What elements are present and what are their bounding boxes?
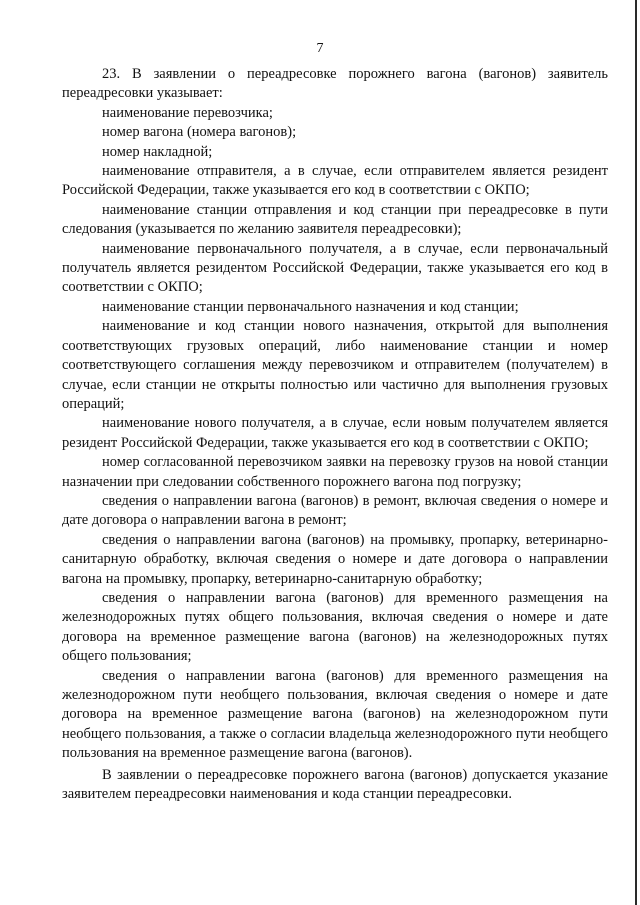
paragraph-new-recipient: наименование нового получателя, а в случае, если новым получателем является резидент Российской Федерации, также указывается его код в соответствии с ОКПО;: [62, 415, 608, 451]
scan-edge-line: [635, 0, 637, 905]
paragraph-private-track-placement: сведения о направлении вагона (вагонов) для временного размещения на железнодорожном пути необщего пользования, включая сведения о номере и дате договора на временное размещение вагона (вагонов) на железнодорожном пути необщего пользования, а также о согласии владельца железнодорожного пути необщего пользования на временное размещение вагона (вагонов).: [62, 667, 608, 762]
paragraph-sender-name: наименование отправителя, а в случае, если отправителем является резидент Российской Федерации, также указывается его код в соответствии с ОКПО;: [62, 163, 608, 199]
paragraph-original-recipient: наименование первоначального получателя, а в случае, если первоначальный получатель является резидентом Российской Федерации, также указывается его код в соответствии с ОКПО;: [62, 240, 608, 296]
paragraph-departure-station: наименование станции отправления и код станции при переадресовке в пути следования (указывается по желанию заявителя переадресовки);: [62, 201, 608, 238]
paragraph-station-allowance: В заявлении о переадресовке порожнего вагона (вагонов) допускается указание заявителем переадресовки наименования и кода станции переадресовки.: [62, 766, 608, 803]
paragraph-public-track-placement: сведения о направлении вагона (вагонов) для временного размещения на железнодорожных путях общего пользования, включая сведения о номере и дате договора на временное размещение вагона (вагонов) на железнодорожных путях общего пользования;: [62, 589, 608, 665]
paragraph-request-number: номер согласованной перевозчиком заявки на перевозку грузов на новой станции назначении при следовании собственного порожнего вагона под погрузку;: [62, 454, 608, 490]
paragraph-original-destination: наименование станции первоначального назначения и код станции;: [102, 298, 519, 315]
paragraph-waybill-number: номер накладной;: [102, 143, 213, 160]
paragraph-washing-info: сведения о направлении вагона (вагонов) на промывку, пропарку, ветеринарно-санитарную обработку, включая сведения о номере и дате договора о направлении вагона на промывку, пропарку, ветеринарно-санитарную обработку;: [62, 531, 608, 587]
document-body: [62, 65, 608, 804]
page-number: 7: [316, 41, 324, 56]
paragraph-wagon-number: номер вагона (номера вагонов);: [102, 124, 297, 141]
paragraph-carrier-name: наименование перевозчика;: [102, 104, 273, 121]
paragraph-23-intro: 23. В заявлении о переадресовке порожнего вагона (вагонов) заявитель переадресовки указывает:: [62, 66, 608, 102]
paragraph-new-destination: наименование и код станции нового назначения, открытой для выполнения соответствующих грузовых операций, либо наименование станции и номер соответствующего соглашения между перевозчиком и отправителем (получателем) в случае, если станции не открыты полностью или частично для выполнения грузовых операций;: [62, 318, 608, 412]
paragraph-repair-info: сведения о направлении вагона (вагонов) в ремонт, включая сведения о номере и дате договора о направлении вагона в ремонт;: [62, 492, 608, 529]
